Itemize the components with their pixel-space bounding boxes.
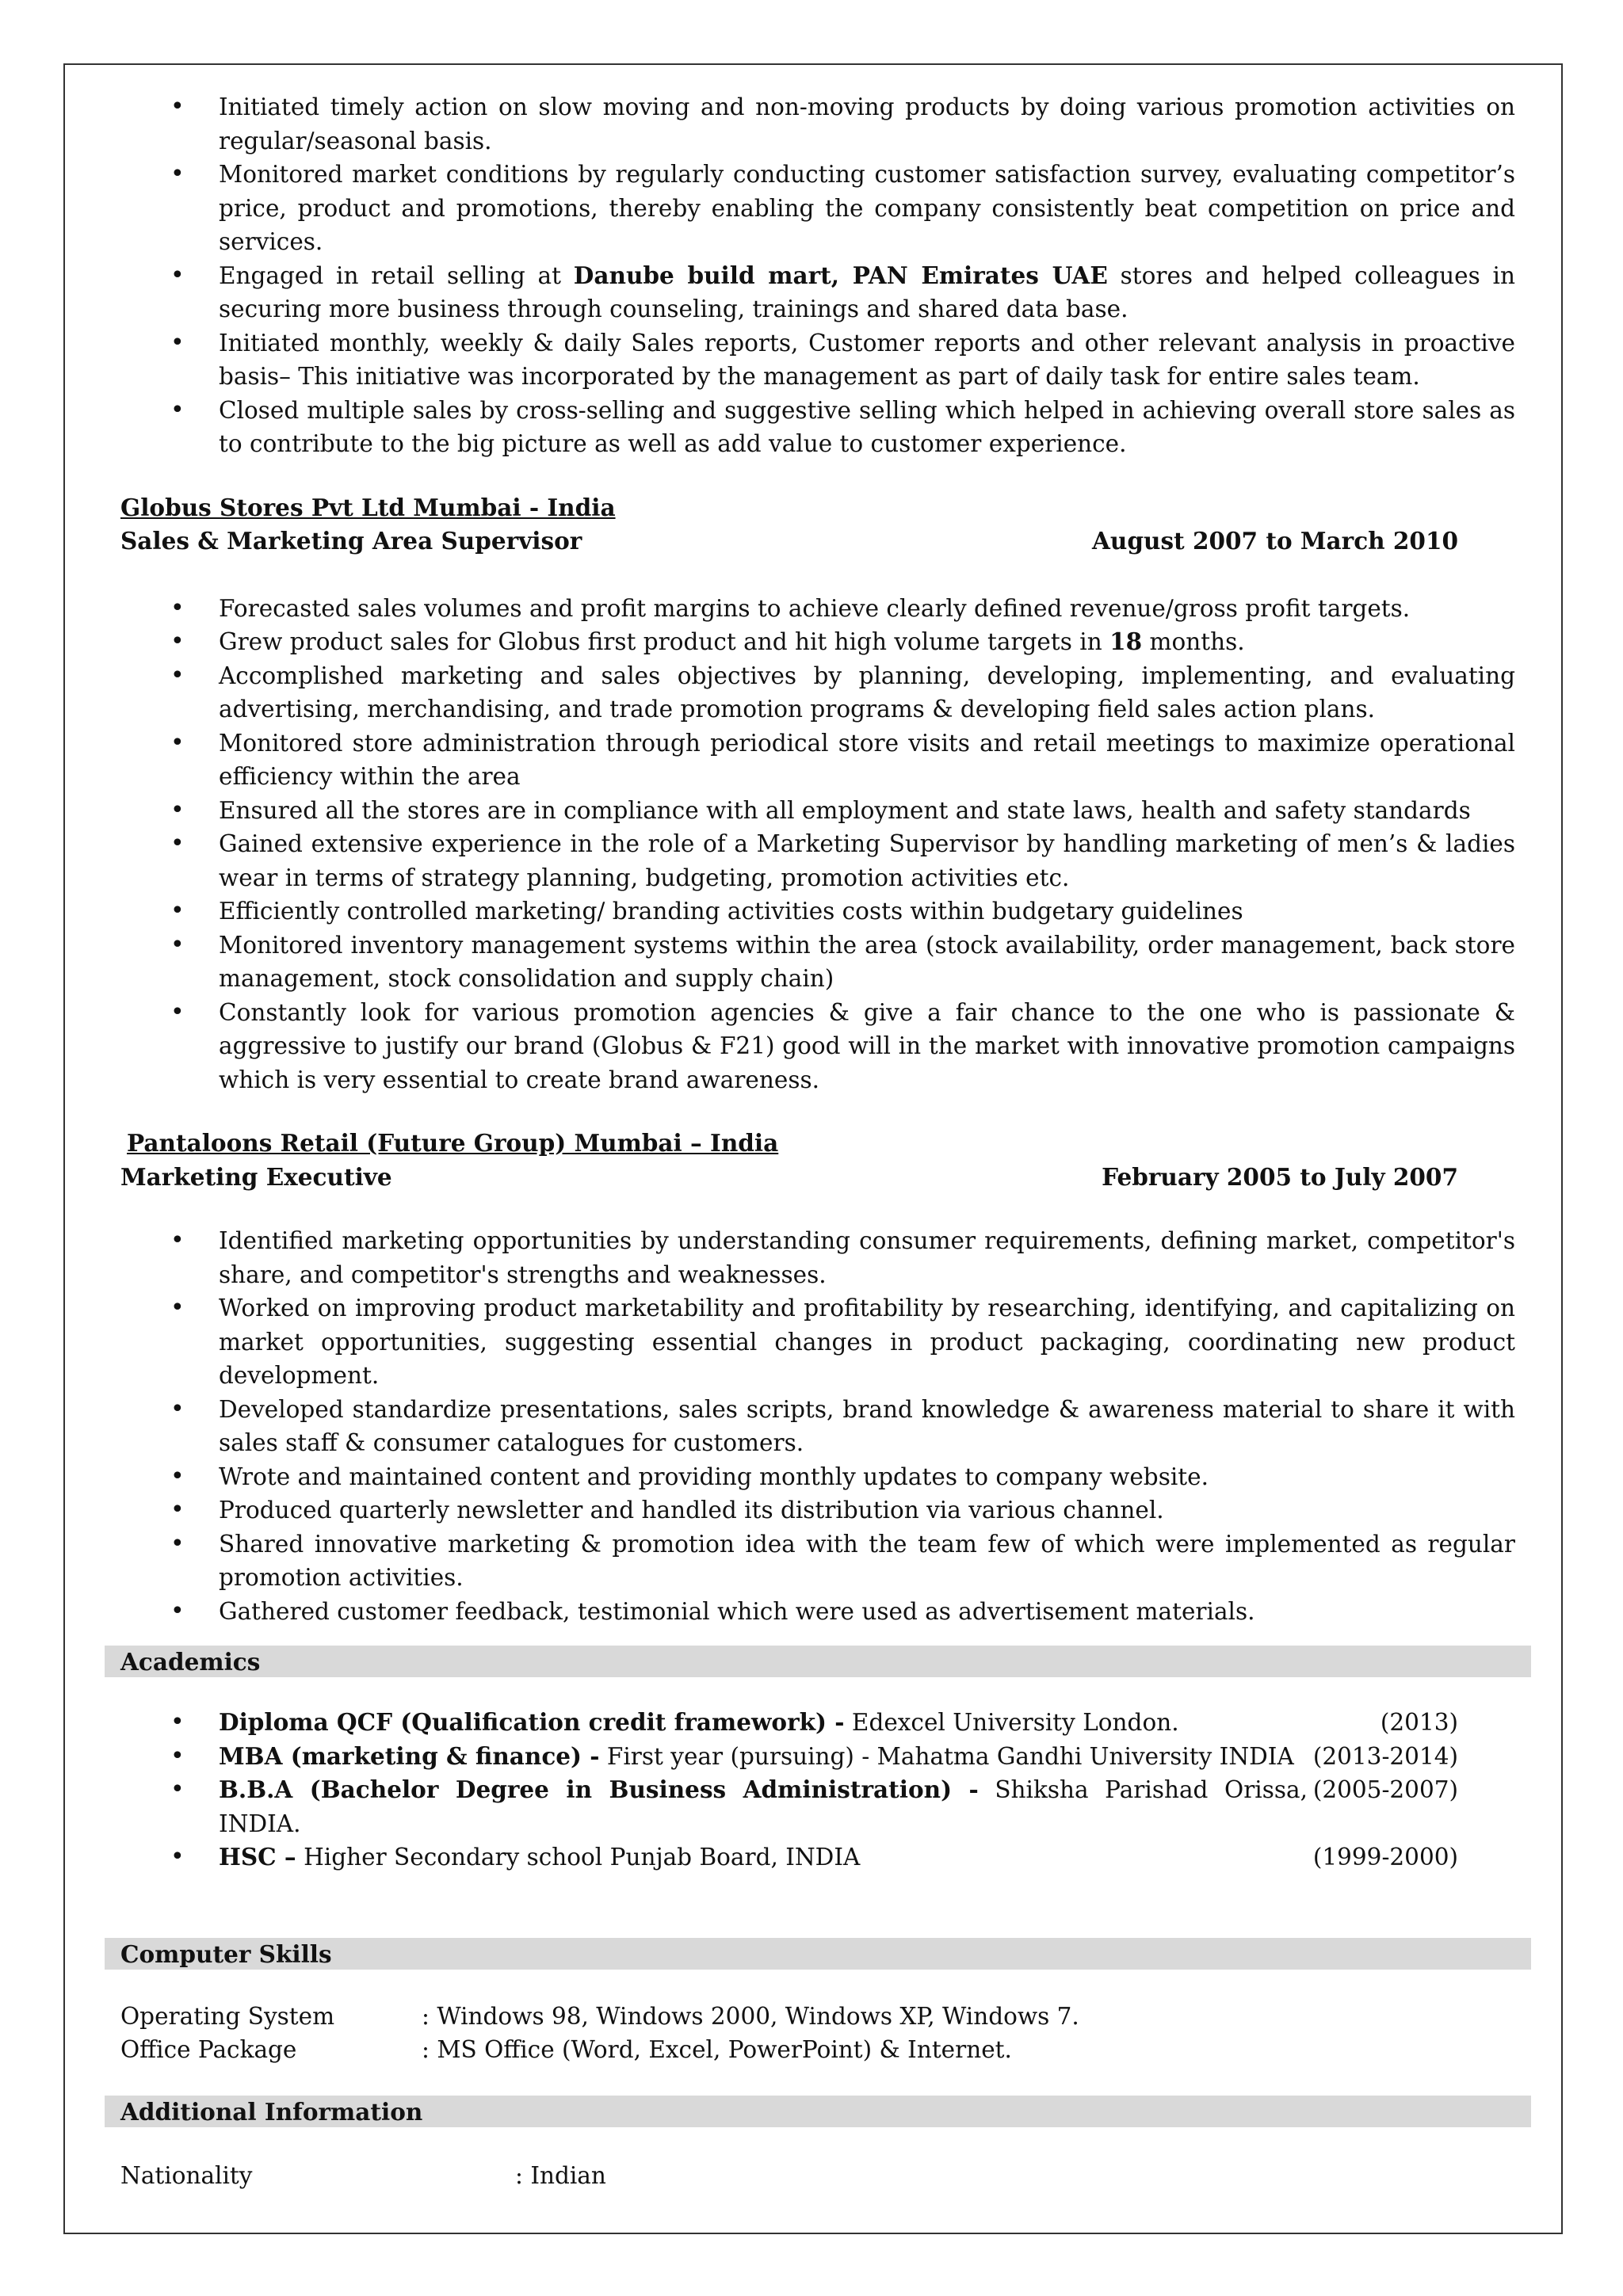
list-item [120,1740,1458,1774]
list-item: • Shared innovative marketing & promotion idea with the team few of which were implemented as regular promotion activities. [120,1527,1515,1595]
degree-institution: Edexcel University London. [844,1709,1179,1736]
list-item: • Ensured all the stores are in compliance with all employment and state laws, health and safety standards [120,794,1515,828]
list-item: • Efficiently controlled marketing/ branding activities costs within budgetary guidelines [120,894,1515,929]
list-item: • Initiated timely action on slow moving and non-moving products by doing various promotion activities on regular/seasonal basis. [120,90,1515,158]
skill-label: Operating System [120,2002,335,2030]
list-item: • Wrote and maintained content and providing monthly updates to company website. [120,1460,1515,1494]
degree-year: (1999-2000) [1312,1844,1458,1871]
globus-bullet-list [120,592,1515,1097]
degree-name: HSC – [219,1843,296,1871]
list-item: • Gained extensive experience in the role of a Marketing Supervisor by handling marketing of men’s & ladies wear in terms of strategy planning, budgeting, promotion activities etc. [120,827,1515,894]
list-item: • Worked on improving product marketability and profitability by researching, identifying, and capitalizing on market opportunities, suggesting essential changes in product packaging, coordinating new product development. [120,1291,1515,1393]
list-item: • Initiated monthly, weekly & daily Sales reports, Customer reports and other relevant analysis in proactive basis– This initiative was incorporated by the management as part of daily task for entire sales team. [120,326,1515,394]
academics-list [120,1706,1515,1875]
role-title: Sales & Marketing Area Supervisor [120,527,582,555]
list-item: • Monitored market conditions by regularly conducting customer satisfaction survey, evaluating competitor’s price, product and promotions, thereby enabling the company consistently beat competition on price and services. [120,158,1515,259]
list-item: • Gathered customer feedback, testimonial which were used as advertisement materials. [120,1595,1515,1629]
bullet-bold-text: Danube build mart, PAN Emirates UAE [573,261,1108,289]
role-row-pantaloons [120,1161,1458,1195]
degree-institution: First year (pursuing) - Mahatma Gandhi University INDIA [599,1742,1294,1770]
list-item: • Produced quarterly newsletter and handled its distribution via various channel. [120,1493,1515,1527]
info-label: Nationality [120,2161,253,2189]
role-row-globus [120,524,1458,559]
list-item: • Identified marketing opportunities by understanding consumer requirements, defining market, competitor's share, and competitor's strengths and weaknesses. [120,1224,1515,1291]
list-item: • Forecasted sales volumes and profit margins to achieve clearly defined revenue/gross profit targets. [120,592,1515,626]
bullet-bold-text: 18 [1109,627,1143,655]
bullet-text: stores and helped colleagues in securing more business through counseling, trainings and shared data base. [219,261,1515,322]
degree-name: B.B.A (Bachelor Degree in Business Administration) - [219,1775,979,1803]
list-item [120,625,1515,659]
list-item: • Monitored store administration through periodical store visits and retail meetings to maximize operational efficiency within the area [120,727,1515,794]
skill-label: Office Package [120,2036,297,2063]
company-globus: Globus Stores Pvt Ltd Mumbai - India [120,493,616,521]
degree-year: (2013) [1380,1709,1458,1736]
info-row-nationality [120,2159,1515,2193]
degree-name: Diploma QCF (Qualification credit framework) - [219,1708,845,1736]
bullet-text: Engaged in retail selling at [219,261,574,289]
list-item [120,1773,1458,1840]
list-item [120,1706,1458,1740]
degree-name: MBA (marketing & finance) - [219,1741,600,1770]
skill-row-os [120,2000,1515,2034]
company-pantaloons: Pantaloons Retail (Future Group) Mumbai – India [127,1129,779,1157]
list-item: • Accomplished marketing and sales objectives by planning, developing, implementing, and evaluating advertising, merchandising, and trade promotion programs & developing field sales action plans. [120,659,1515,727]
skill-row-office [120,2033,1515,2067]
page-frame [63,63,1563,2234]
bullet-text: months. [1142,628,1245,655]
skill-value: : Windows 98, Windows 2000, Windows XP, Windows 7. [422,2002,1079,2030]
list-item [120,259,1515,326]
section-heading-additional-information: Additional Information [105,2096,1531,2127]
list-item: • Constantly look for various promotion agencies & give a fair chance to the one who is passionate & aggressive to justify our brand (Globus & F21) good will in the market with innovative promotion campaigns which is very essential to create brand awareness. [120,996,1515,1097]
intro-bullet-list [120,90,1515,461]
degree-year: (2013-2014) [1312,1742,1458,1770]
info-value: : Indian [515,2161,606,2189]
degree-institution: Shiksha Parishad Orissa, INDIA. [219,1776,1308,1837]
degree-institution: Higher Secondary school Punjab Board, INDIA [296,1844,861,1871]
list-item: • Closed multiple sales by cross-selling and suggestive selling which helped in achieving overall store sales as to contribute to the big picture as well as add value to customer experience. [120,394,1515,461]
role-dates: February 2005 to July 2007 [1102,1162,1458,1191]
resume-content [120,90,1515,2192]
skill-value: : MS Office (Word, Excel, PowerPoint) & Internet. [422,2036,1012,2063]
section-heading-computer-skills: Computer Skills [105,1938,1531,1970]
section-heading-academics: Academics [105,1646,1531,1677]
degree-year: (2005-2007) [1312,1776,1458,1803]
list-item: • Developed standardize presentations, sales scripts, brand knowledge & awareness material to share it with sales staff & consumer catalogues for customers. [120,1393,1515,1460]
role-dates: August 2007 to March 2010 [1092,527,1458,555]
bullet-text: Grew product sales for Globus first product and hit high volume targets in [219,628,1110,655]
pantaloons-bullet-list [120,1224,1515,1628]
list-item [120,1840,1458,1875]
role-title: Marketing Executive [120,1162,392,1191]
list-item: • Monitored inventory management systems within the area (stock availability, order management, back store management, stock consolidation and supply chain) [120,929,1515,996]
